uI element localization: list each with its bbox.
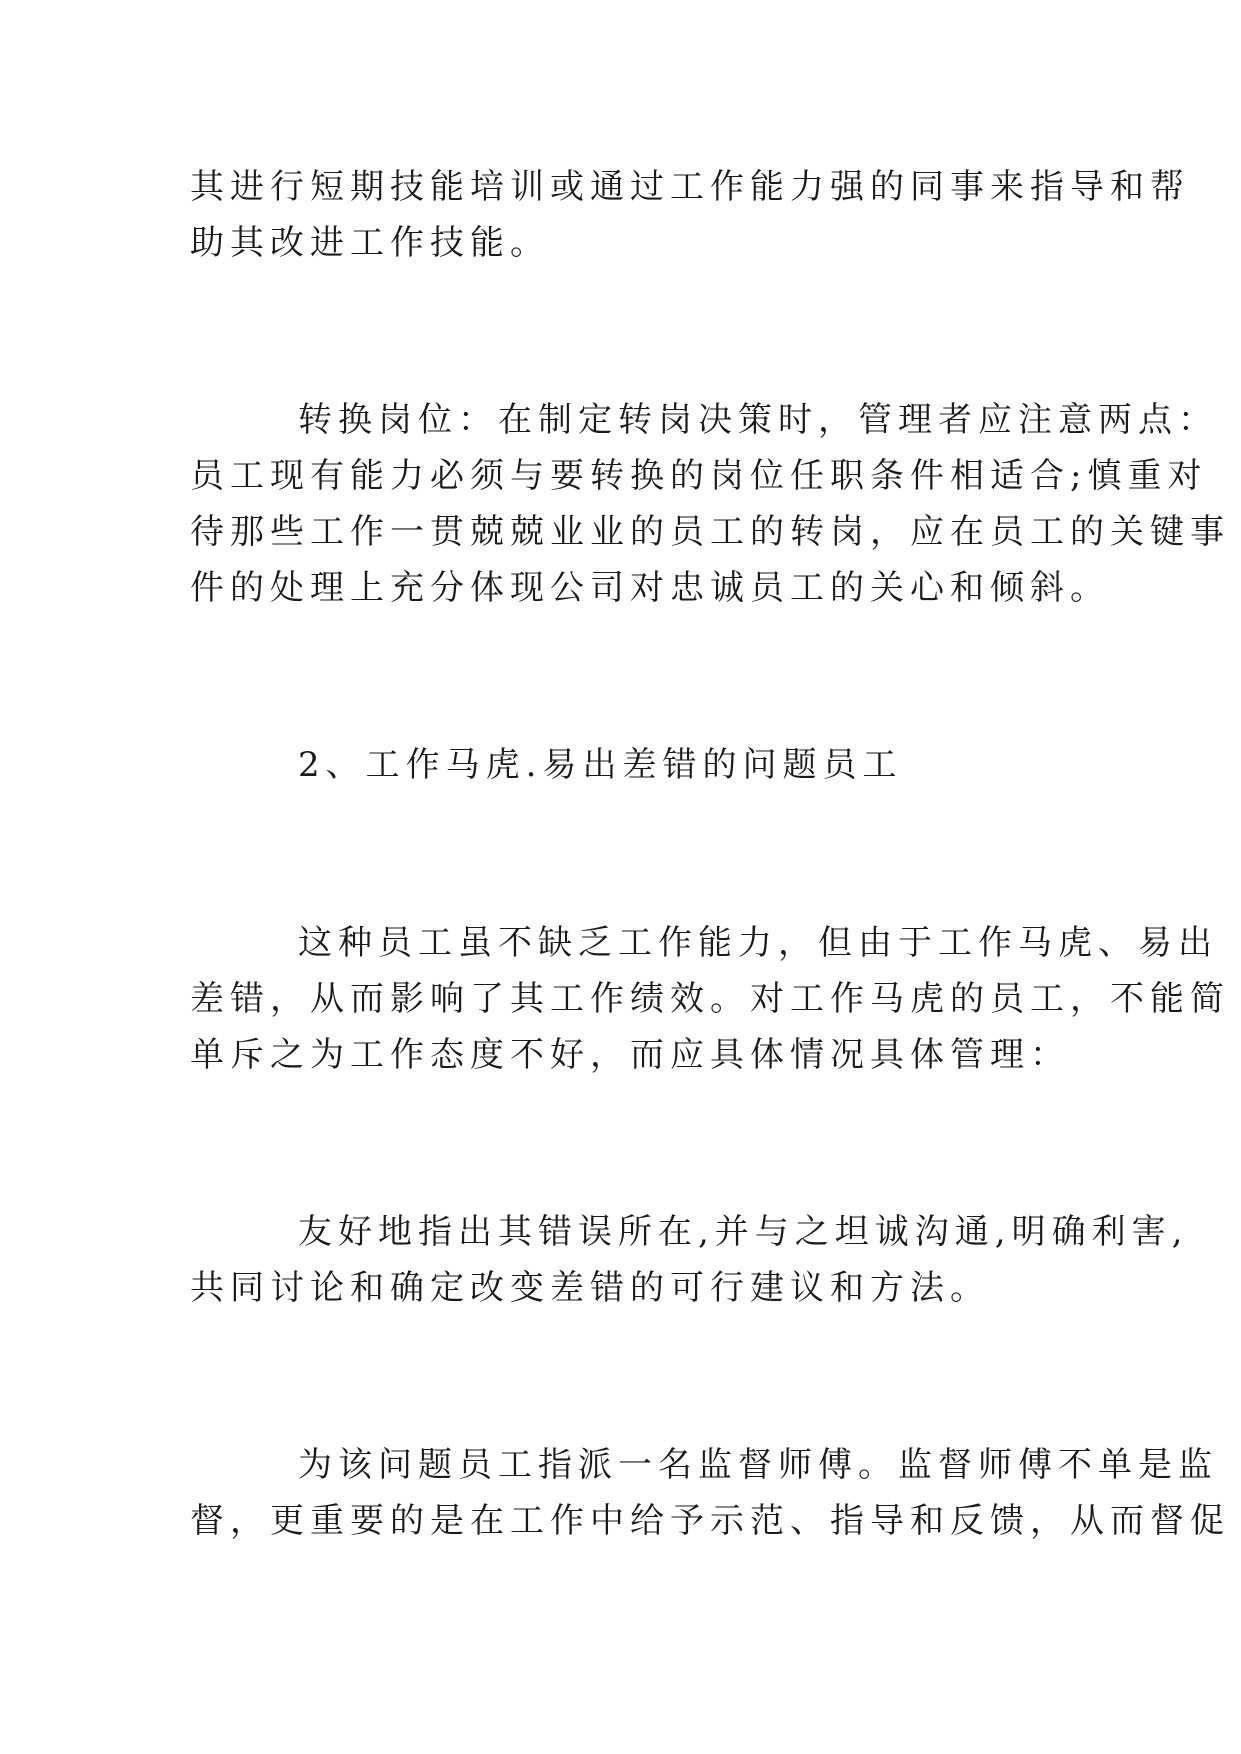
paragraph-line: 为该问题员工指派一名监督师傅。监督师傅不单是监	[298, 1445, 1218, 1485]
paragraph-line: 友好地指出其错误所在,并与之坦诚沟通,明确利害,	[298, 1212, 1189, 1252]
paragraph-line: 转换岗位：在制定转岗决策时，管理者应注意两点：	[298, 400, 1218, 440]
paragraph-line: 助其改进工作技能。	[190, 223, 550, 263]
section-heading: 2、工作马虎.易出差错的问题员工	[298, 745, 903, 785]
paragraph-line: 件的处理上充分体现公司对忠诚员工的关心和倾斜。	[190, 568, 1110, 608]
paragraph-line: 其进行短期技能培训或通过工作能力强的同事来指导和帮	[190, 167, 1190, 207]
paragraph-line: 待那些工作一贯兢兢业业的员工的转岗，应在员工的关键事	[190, 512, 1230, 552]
paragraph-line: 单斥之为工作态度不好，而应具体情况具体管理：	[190, 1035, 1070, 1075]
paragraph-line: 员工现有能力必须与要转换的岗位任职条件相适合;慎重对	[190, 456, 1208, 496]
paragraph-line: 共同讨论和确定改变差错的可行建议和方法。	[190, 1268, 990, 1308]
paragraph-line: 差错，从而影响了其工作绩效。对工作马虎的员工，不能简	[190, 979, 1230, 1019]
paragraph-line: 督，更重要的是在工作中给予示范、指导和反馈，从而督促	[190, 1501, 1230, 1541]
paragraph-line: 这种员工虽不缺乏工作能力，但由于工作马虎、易出	[298, 923, 1218, 963]
